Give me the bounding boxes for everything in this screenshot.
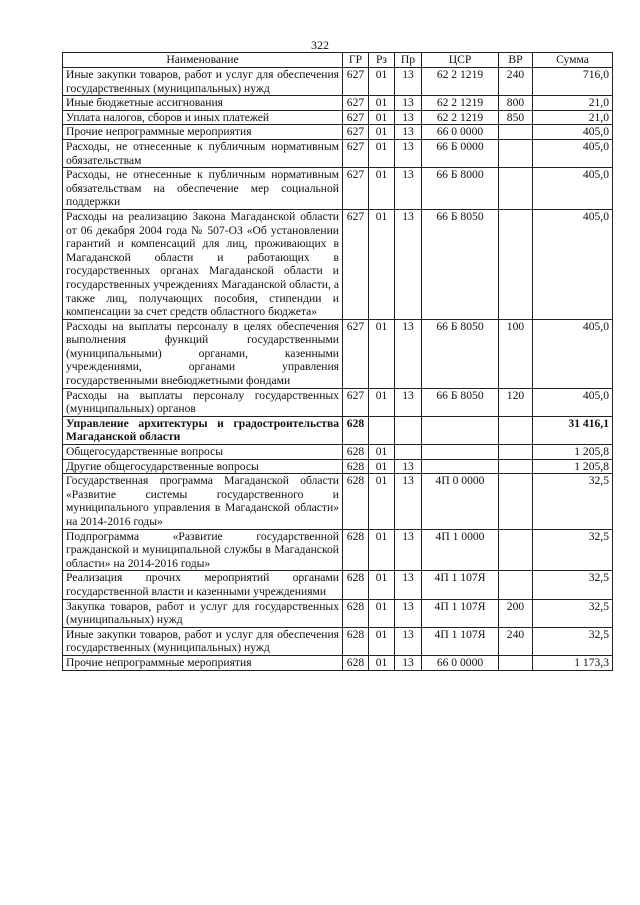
cell-rz: 01 (369, 459, 395, 474)
cell-csr: 4П 1 0000 (422, 529, 499, 571)
cell-rz: 01 (369, 110, 395, 125)
cell-pr (395, 445, 422, 460)
cell-rz: 01 (369, 599, 395, 627)
cell-rz: 01 (369, 168, 395, 210)
cell-pr: 13 (395, 388, 422, 416)
cell-rz: 01 (369, 655, 395, 670)
cell-rz: 01 (369, 139, 395, 167)
cell-name: Расходы, не отнесенные к публичным нормативным обязательствам на обеспечение мер социальной поддержки (63, 168, 343, 210)
cell-gr: 628 (343, 627, 369, 655)
cell-rz: 01 (369, 68, 395, 96)
cell-csr: 62 2 1219 (422, 96, 499, 111)
cell-pr: 13 (395, 319, 422, 388)
cell-vr (499, 168, 533, 210)
cell-csr (422, 459, 499, 474)
table-row (63, 474, 613, 529)
cell-pr: 13 (395, 139, 422, 167)
cell-name: Иные бюджетные ассигнования (63, 96, 343, 111)
cell-vr: 240 (499, 68, 533, 96)
cell-csr: 4П 1 107Я (422, 599, 499, 627)
cell-csr: 66 0 0000 (422, 125, 499, 140)
cell-sum: 21,0 (533, 96, 613, 111)
cell-vr: 800 (499, 96, 533, 111)
cell-gr: 627 (343, 96, 369, 111)
cell-sum: 32,5 (533, 474, 613, 529)
cell-csr: 66 0 0000 (422, 655, 499, 670)
cell-name: Расходы, не отнесенные к публичным нормативным обязательствам (63, 139, 343, 167)
cell-pr: 13 (395, 96, 422, 111)
cell-rz (369, 416, 395, 444)
cell-gr: 627 (343, 139, 369, 167)
cell-pr: 13 (395, 571, 422, 599)
cell-rz: 01 (369, 319, 395, 388)
cell-csr (422, 445, 499, 460)
cell-rz: 01 (369, 627, 395, 655)
cell-name: Прочие непрограммные мероприятия (63, 655, 343, 670)
cell-sum: 405,0 (533, 139, 613, 167)
cell-pr (395, 416, 422, 444)
cell-name: Уплата налогов, сборов и иных платежей (63, 110, 343, 125)
cell-sum: 1 205,8 (533, 459, 613, 474)
cell-vr (499, 209, 533, 319)
cell-pr: 13 (395, 209, 422, 319)
cell-vr (499, 139, 533, 167)
cell-name: Иные закупки товаров, работ и услуг для обеспечения государственных (муниципальных) нужд (63, 627, 343, 655)
cell-gr: 627 (343, 68, 369, 96)
budget-table (62, 52, 613, 671)
cell-rz: 01 (369, 96, 395, 111)
cell-gr: 628 (343, 571, 369, 599)
cell-gr: 628 (343, 416, 369, 444)
header-gr: ГР (343, 53, 369, 68)
header-rz: Рз (369, 53, 395, 68)
table-header-row (63, 53, 613, 68)
cell-vr: 100 (499, 319, 533, 388)
cell-csr (422, 416, 499, 444)
cell-gr: 627 (343, 388, 369, 416)
header-csr: ЦСР (422, 53, 499, 68)
header-pr: Пр (395, 53, 422, 68)
cell-name: Закупка товаров, работ и услуг для государственных (муниципальных) нужд (63, 599, 343, 627)
table-row (63, 655, 613, 670)
table-row (63, 459, 613, 474)
cell-gr: 628 (343, 459, 369, 474)
table-row (63, 209, 613, 319)
cell-vr: 240 (499, 627, 533, 655)
cell-csr: 66 Б 8000 (422, 168, 499, 210)
cell-sum: 1 173,3 (533, 655, 613, 670)
cell-name: Расходы на выплаты персоналу в целях обеспечения выполнения функций государственными (муниципальными) органами, казенными учреждениями, органами управления государственными внебюджетными фондами (63, 319, 343, 388)
table-row (63, 96, 613, 111)
cell-pr: 13 (395, 168, 422, 210)
page-number: 322 (311, 38, 329, 52)
cell-vr (499, 474, 533, 529)
header-name: Наименование (63, 53, 343, 68)
cell-csr: 4П 1 107Я (422, 627, 499, 655)
table-body (63, 68, 613, 671)
header-vr: ВР (499, 53, 533, 68)
cell-vr (499, 459, 533, 474)
table-row (63, 599, 613, 627)
cell-sum: 1 205,8 (533, 445, 613, 460)
cell-pr: 13 (395, 655, 422, 670)
cell-gr: 627 (343, 168, 369, 210)
cell-name: Другие общегосударственные вопросы (63, 459, 343, 474)
cell-sum: 32,5 (533, 599, 613, 627)
cell-vr: 200 (499, 599, 533, 627)
cell-pr: 13 (395, 529, 422, 571)
cell-gr: 628 (343, 474, 369, 529)
table-row (63, 416, 613, 444)
cell-csr: 4П 0 0000 (422, 474, 499, 529)
table-row (63, 168, 613, 210)
cell-rz: 01 (369, 445, 395, 460)
cell-sum: 21,0 (533, 110, 613, 125)
cell-gr: 627 (343, 209, 369, 319)
cell-gr: 628 (343, 529, 369, 571)
cell-gr: 627 (343, 319, 369, 388)
table-row (63, 445, 613, 460)
cell-gr: 627 (343, 125, 369, 140)
cell-name: Реализация прочих мероприятий органами государственной власти и казенными учреждениями (63, 571, 343, 599)
cell-gr: 627 (343, 110, 369, 125)
cell-name: Подпрограмма «Развитие государственной гражданской и муниципальной службы в Магаданской области» на 2014-2016 годы» (63, 529, 343, 571)
cell-vr (499, 655, 533, 670)
cell-pr: 13 (395, 627, 422, 655)
table-row (63, 125, 613, 140)
table-row (63, 68, 613, 96)
cell-sum: 32,5 (533, 627, 613, 655)
cell-name: Государственная программа Магаданской области «Развитие системы государственного и муниципального управления в Магаданской области» на 2014-2016 годы» (63, 474, 343, 529)
cell-pr: 13 (395, 68, 422, 96)
cell-sum: 716,0 (533, 68, 613, 96)
cell-gr: 628 (343, 655, 369, 670)
cell-sum: 32,5 (533, 571, 613, 599)
cell-sum: 405,0 (533, 168, 613, 210)
cell-name: Управление архитектуры и градостроительства Магаданской области (63, 416, 343, 444)
table-row (63, 529, 613, 571)
cell-rz: 01 (369, 571, 395, 599)
cell-vr: 120 (499, 388, 533, 416)
cell-vr (499, 571, 533, 599)
cell-sum: 405,0 (533, 125, 613, 140)
cell-rz: 01 (369, 388, 395, 416)
cell-pr: 13 (395, 459, 422, 474)
cell-csr: 62 2 1219 (422, 68, 499, 96)
cell-csr: 66 Б 0000 (422, 139, 499, 167)
cell-sum: 405,0 (533, 209, 613, 319)
cell-sum: 405,0 (533, 388, 613, 416)
cell-rz: 01 (369, 125, 395, 140)
cell-pr: 13 (395, 125, 422, 140)
cell-vr: 850 (499, 110, 533, 125)
cell-gr: 628 (343, 445, 369, 460)
cell-csr: 66 Б 8050 (422, 388, 499, 416)
cell-csr: 66 Б 8050 (422, 209, 499, 319)
cell-gr: 628 (343, 599, 369, 627)
cell-pr: 13 (395, 599, 422, 627)
cell-name: Общегосударственные вопросы (63, 445, 343, 460)
cell-name: Расходы на выплаты персоналу государственных (муниципальных) органов (63, 388, 343, 416)
cell-csr: 4П 1 107Я (422, 571, 499, 599)
cell-sum: 405,0 (533, 319, 613, 388)
cell-name: Иные закупки товаров, работ и услуг для обеспечения государственных (муниципальных) нужд (63, 68, 343, 96)
cell-vr (499, 416, 533, 444)
cell-rz: 01 (369, 529, 395, 571)
table-row (63, 571, 613, 599)
cell-sum: 32,5 (533, 529, 613, 571)
cell-csr: 62 2 1219 (422, 110, 499, 125)
table-row (63, 110, 613, 125)
cell-sum: 31 416,1 (533, 416, 613, 444)
cell-vr (499, 445, 533, 460)
cell-rz: 01 (369, 474, 395, 529)
cell-vr (499, 529, 533, 571)
table-row (63, 319, 613, 388)
cell-vr (499, 125, 533, 140)
cell-name: Расходы на реализацию Закона Магаданской области от 06 декабря 2004 года № 507-ОЗ «Об установлении гарантий и компенсаций для лиц, проживающих в Магаданской области и работающих в государственных органах Магаданской области и государственных учреждениях Магаданской области, а также лиц, получающих пособия, стипендии и компенсации за счет средств областного бюджета» (63, 209, 343, 319)
table-row (63, 627, 613, 655)
table-row (63, 388, 613, 416)
cell-name: Прочие непрограммные мероприятия (63, 125, 343, 140)
table-row (63, 139, 613, 167)
header-sum: Сумма (533, 53, 613, 68)
cell-rz: 01 (369, 209, 395, 319)
cell-pr: 13 (395, 110, 422, 125)
cell-csr: 66 Б 8050 (422, 319, 499, 388)
cell-pr: 13 (395, 474, 422, 529)
